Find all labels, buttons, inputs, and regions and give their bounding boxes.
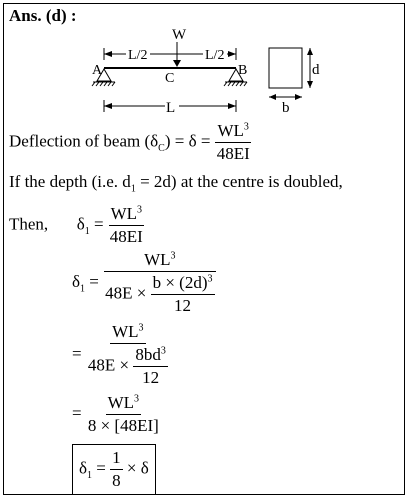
deflection-fraction: $\frac{WL^3}{48EI}$ — [216, 121, 250, 163]
step-1-fraction: $\frac{WL^3}{48EI}$ — [109, 204, 143, 246]
midspan-c-label: C — [165, 71, 175, 86]
section-square — [269, 48, 302, 88]
equation-step-1: Then, $\delta_1$ = $\frac{WL^3}{48EI}$ — [9, 204, 143, 246]
half-span-left-label: L/2 — [128, 48, 148, 63]
deflection-line: Deflection of beam $(\delta_C) = \delta$ = $\frac{WL^3}{48EI}$ — [9, 121, 250, 163]
depth-doubled-line: If the depth (i.e. $d_1 = 2d$) at the centre is doubled, — [9, 172, 343, 195]
load-arrowhead — [173, 60, 181, 67]
equation-step-3: = $WL^3$ 48E × $\frac{8bd^3}{12}$ — [72, 322, 170, 388]
equation-step-2: $\delta_1$ = $WL^3$ 48E × $\frac{b \times (2d)^3}{12}$ — [72, 250, 217, 316]
final-result: $\delta_1$ = $\frac{1}{8}$ × δ — [72, 444, 156, 495]
equation-step-4: = $\frac{WL^3}{8 \times [48EI]}$ — [72, 393, 159, 435]
step-2-fraction: $WL^3$ 48E × $\frac{b \times (2d)^3}{12}$ — [103, 250, 216, 316]
width-label: b — [282, 100, 290, 116]
depth-label: d — [312, 62, 320, 78]
half-span-right-label: L/2 — [205, 48, 225, 63]
support-a-label: A — [92, 63, 103, 78]
beam-diagram — [86, 26, 336, 118]
step-3-fraction: $WL^3$ 48E × $\frac{8bd^3}{12}$ — [87, 322, 166, 387]
step-4-fraction: $\frac{WL^3}{8 \times [48EI]}$ — [87, 393, 159, 435]
result-fraction: $\frac{1}{8}$ — [112, 448, 121, 490]
support-b-label: B — [238, 63, 248, 78]
answer-heading: Ans. (d) : — [9, 6, 77, 25]
span-label: L — [166, 100, 176, 116]
load-label: W — [172, 27, 187, 43]
